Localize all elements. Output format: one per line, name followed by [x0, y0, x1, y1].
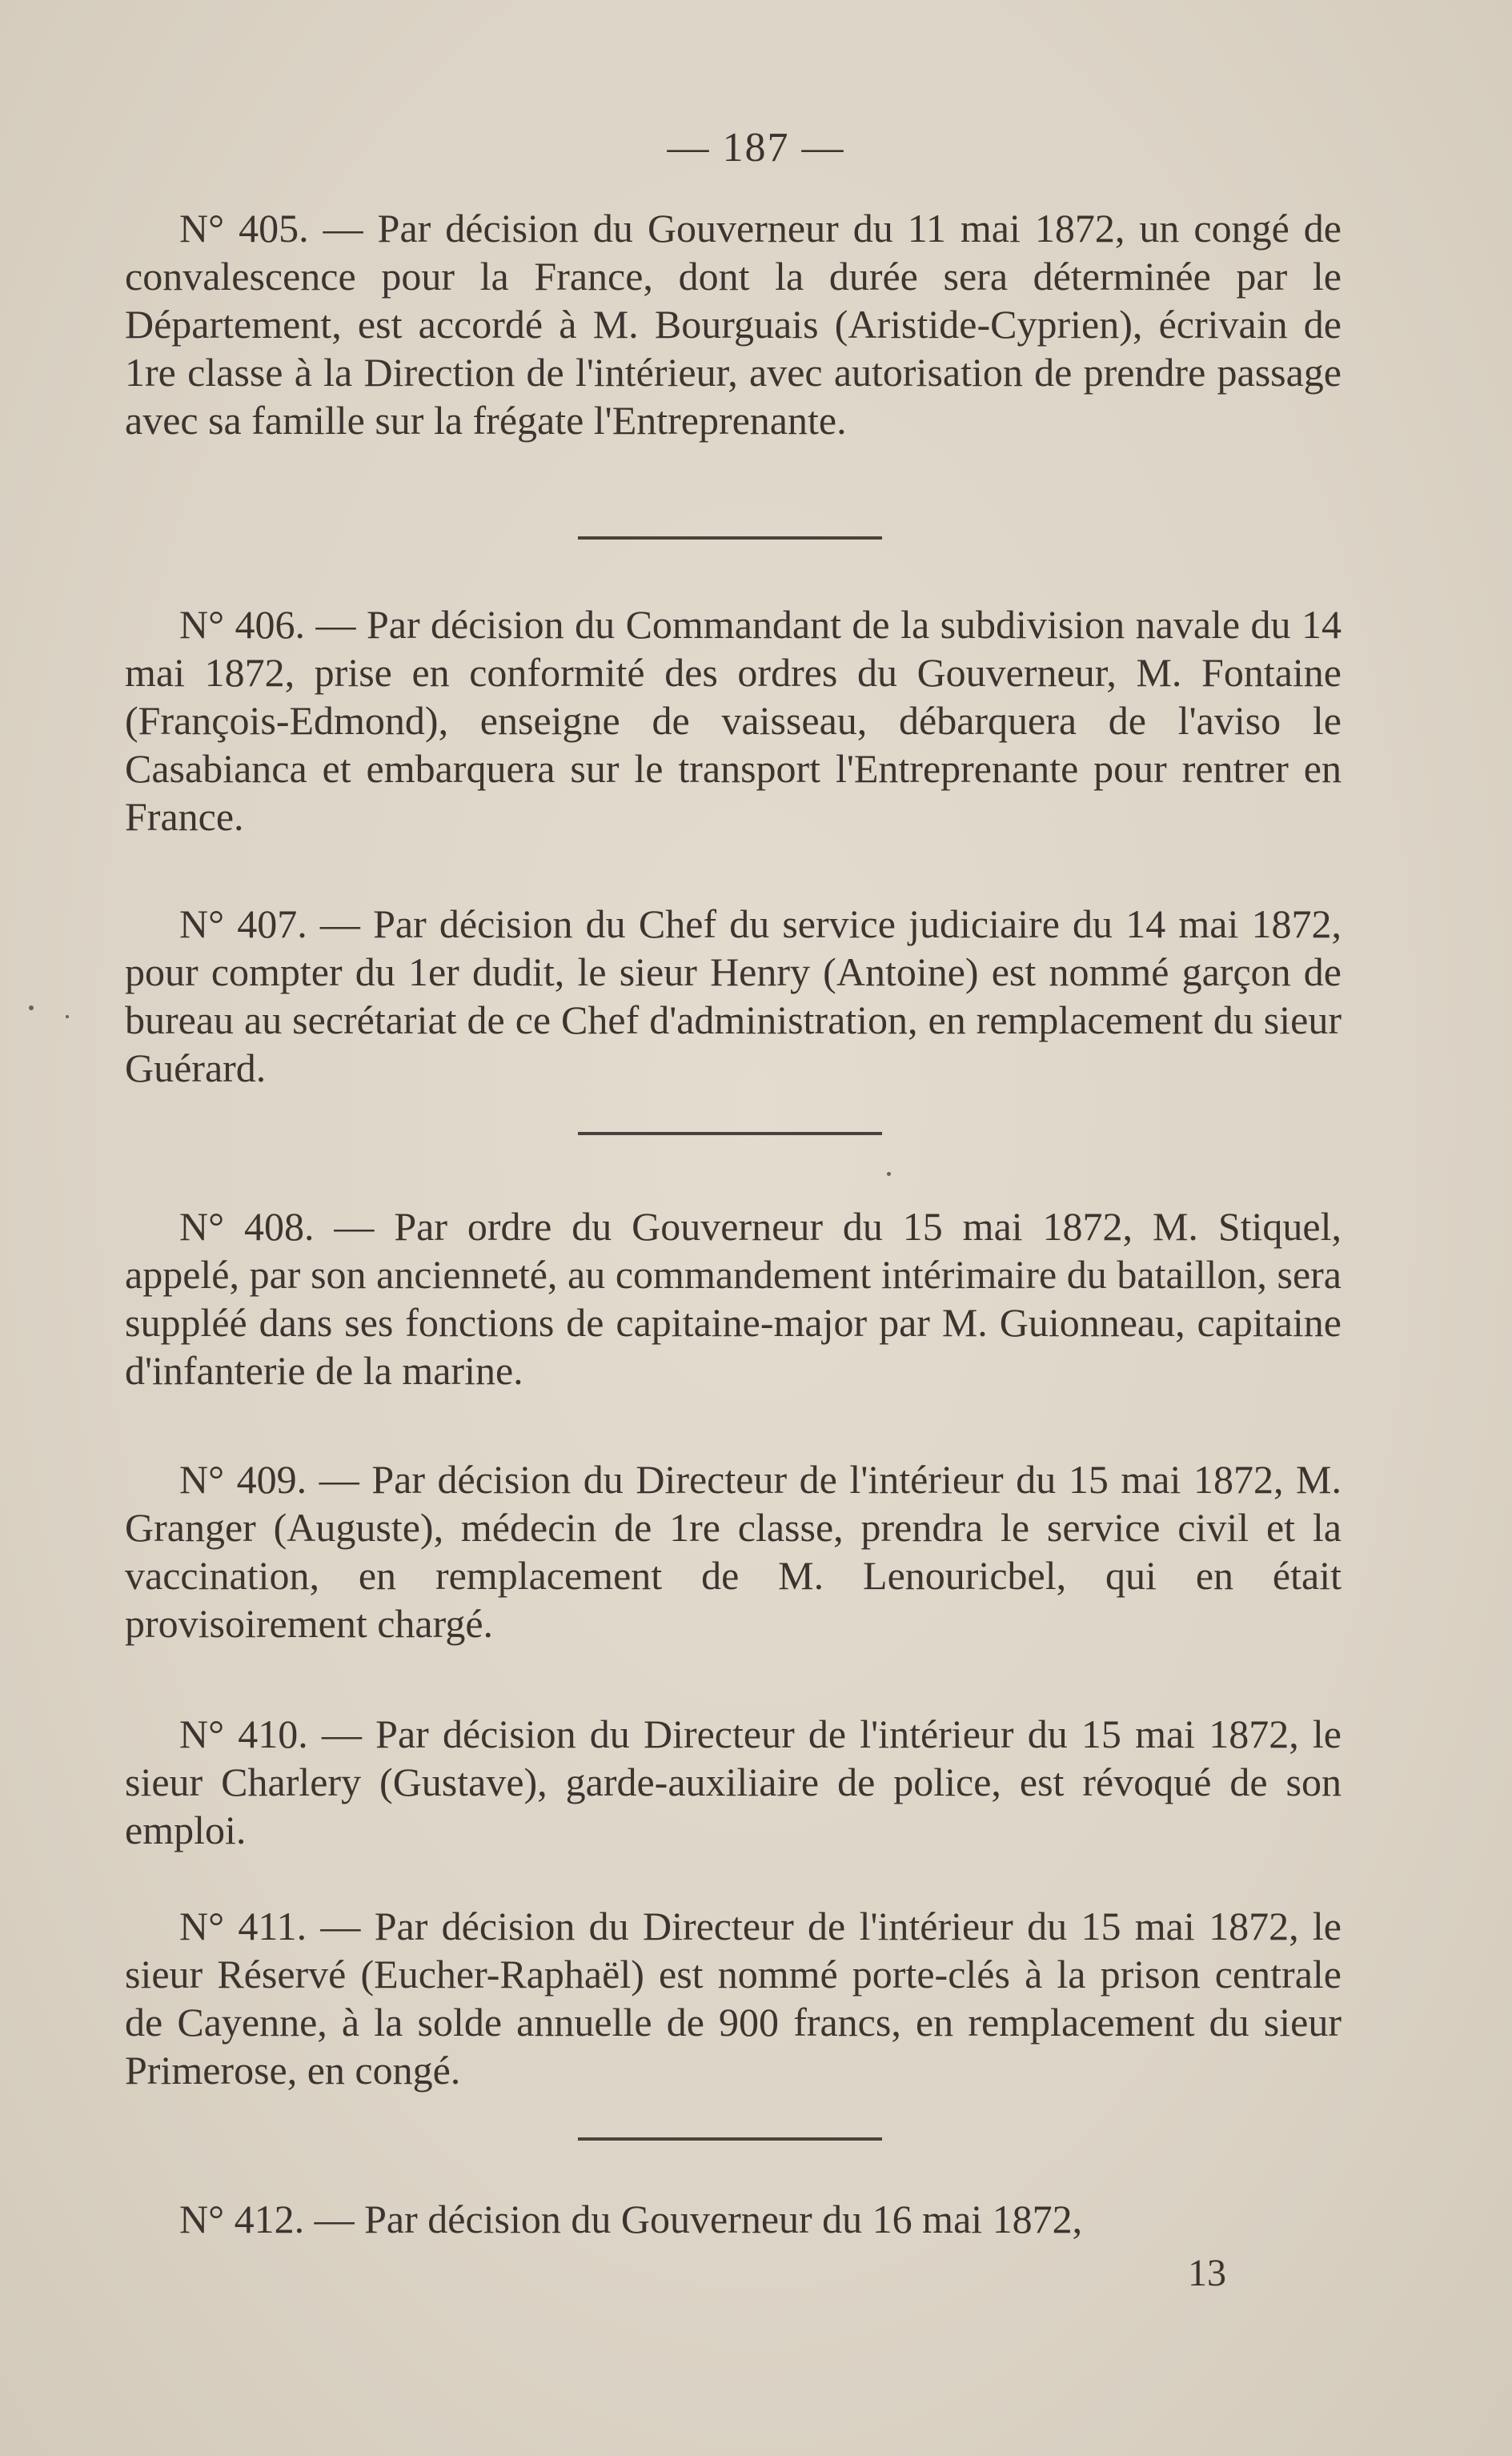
paper-speck [887, 1172, 891, 1176]
entry-409: N° 409. — Par décision du Directeur de l'intérieur du 15 mai 1872, M. Granger (Auguste), médecin de 1re classe, prendra le service civil et la vaccination, en remplacement de M. Lenouricbel, qui en était provisoirement chargé. [125, 1457, 1342, 1646]
entry-411: N° 411. — Par décision du Directeur de l'intérieur du 15 mai 1872, le sieur Réservé (Eucher-Raphaël) est nommé porte-clés à la prison centrale de Cayenne, à la solde annuelle de 900 francs, en remplacement du sieur Primerose, en congé. [125, 1904, 1342, 2093]
section-divider [578, 536, 882, 540]
section-divider [578, 1132, 882, 1135]
entry-405: N° 405. — Par décision du Gouverneur du 11 mai 1872, un congé de convalescence pour la France, dont la durée sera déterminée par le Département, est accordé à M. Bourguais (Aristide-Cyprien), écrivain de 1re classe à la Direction de l'intérieur, avec autorisation de prendre passage avec sa famille sur la frégate l'Entreprenante. [125, 206, 1342, 443]
entry-408: N° 408. — Par ordre du Gouverneur du 15 mai 1872, M. Stiquel, appelé, par son ancienneté, au commandement intérimaire du bataillon, sera suppléé dans ses fonctions de capitaine-major par M. Guionneau, capitaine d'infanterie de la marine. [125, 1204, 1342, 1393]
entry-412: N° 412. — Par décision du Gouverneur du 16 mai 1872, [179, 2197, 1083, 2241]
entry-407: N° 407. — Par décision du Chef du service judiciaire du 14 mai 1872, pour compter du 1er dudit, le sieur Henry (Antoine) est nommé garçon de bureau au secrétariat de ce Chef d'administration, en remplacement du sieur Guérard. [125, 901, 1342, 1090]
paper-speck [29, 1005, 34, 1010]
page-number-header: — 187 — [667, 125, 845, 171]
section-divider [578, 2137, 882, 2141]
signature-mark: 13 [1188, 2252, 1226, 2294]
entry-406: N° 406. — Par décision du Commandant de la subdivision navale du 14 mai 1872, prise en conformité des ordres du Gouverneur, M. Fontaine (François-Edmond), enseigne de vaisseau, débarquera de l'aviso le Casabianca et embarquera sur le transport l'Entreprenante pour rentrer en France. [125, 602, 1342, 839]
paper-speck [66, 1015, 69, 1018]
entry-410: N° 410. — Par décision du Directeur de l'intérieur du 15 mai 1872, le sieur Charlery (Gustave), garde-auxiliaire de police, est révoqué de son emploi. [125, 1712, 1342, 1852]
